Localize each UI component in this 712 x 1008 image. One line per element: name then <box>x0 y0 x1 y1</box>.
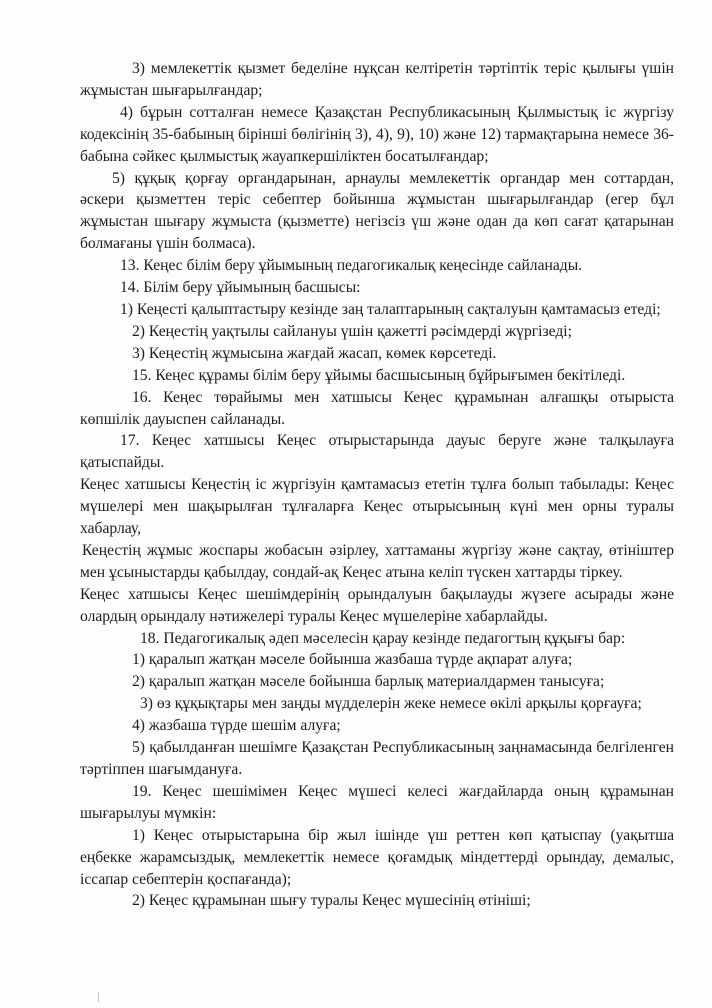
paragraph: 3) өз құқықтары мен заңды мүдделерін жеке немесе өкілі арқылы қорғауға; <box>140 695 642 713</box>
paragraph: 3) мемлекеттік қызмет беделіне нұқсан келтіретін тәртіптік теріс қылығы үшін жұмыстан шығарылғандар; <box>80 60 674 99</box>
paragraph: 1) Кеңес отырыстарына бір жыл ішінде үш реттен көп қатыспау (уақытша еңбекке жарамсыздық, мемлекеттік немесе қоғамдық міндеттерді орындау, демалыс, іссапар себептерін қоспағанда); <box>80 826 674 888</box>
paragraph: 5) құқық қорғау органдарынан, арнаулы мемлекеттік органдар мен соттардан, әскери қызметтен теріс себептер бойынша жұмыстан шығарылғандар (егер бұл жұмыстан шығару жұмыста (қызметте) негізсіз үш және одан да көп сағат қатарынан болмағаны үшін болмаса). <box>80 169 674 253</box>
paragraph: 18. Педагогикалық әдеп мәселесін қарау кезінде педагогтың құқығы бар: <box>140 629 626 647</box>
paragraph: 3) Кеңестің жұмысына жағдай жасап, көмек көрсетеді. <box>132 344 497 362</box>
paragraph: 5) қабылданған шешімге Қазақстан Республикасының заңнамасында белгіленген тәртіппен шағымдануға. <box>80 739 674 778</box>
paragraph: 4) жазбаша түрде шешім алуға; <box>132 717 341 735</box>
paragraph: Кеңес хатшысы Кеңестің іс жүргізуін қамтамасыз ететін тұлға болып табылады: Кеңес мүшелері мен шақырылған тұлғаларға Кеңес отырысының күні мен орны туралы хабарлау, <box>80 476 674 538</box>
paragraph: 1) қаралып жатқан мәселе бойынша жазбаша түрде ақпарат алуға; <box>132 651 573 669</box>
paragraph: 2) Кеңестің уақтылы сайлануы үшін қажетті рәсімдерді жүргізеді; <box>132 322 572 340</box>
paragraph: 16. Кеңес төрайымы мен хатшысы Кеңес құрамынан алғашқы отырыста көпшілік дауыспен сайланады. <box>80 388 674 428</box>
paragraph: Кеңес хатшысы Кеңес шешімдерінің орындалуын бақылауды жүзеге асырады және олардың орындалу нәтижелері туралы Кеңес мүшелеріне хабарлайды. <box>80 585 674 625</box>
scan-mark <box>98 992 99 1002</box>
paragraph: 2) қаралып жатқан мәселе бойынша барлық материалдармен танысуға; <box>132 673 605 691</box>
paragraph: 1) Кеңесті қалыптастыру кезінде заң талаптарының сақталуын қамтамасыз етеді; <box>120 300 661 318</box>
paragraph: Кеңестің жұмыс жоспары жобасын әзірлеу, хаттаманы жүргізу және сақтау, өтініштер мен ұсыныстарды қабылдау, сондай-ақ Кеңес атына келіп түскен хаттарды тіркеу. <box>80 541 674 581</box>
paragraph: 15. Кеңес құрамы білім беру ұйымы басшысының бұйрығымен бекітіледі. <box>132 366 626 384</box>
paragraph: 14. Білім беру ұйымының басшысы: <box>120 279 361 297</box>
paragraph: 4) бұрын сотталған немесе Қазақстан Республикасының Қылмыстық іс жүргізу кодексінің 35-бабының бірінші бөлігінің 3), 4), 9), 10) және 12) тармақтарына немесе 36-бабына сәйкес қылмыстық жауапкершіліктен босатылғандар; <box>80 103 674 165</box>
paragraph: 2) Кеңес құрамынан шығу туралы Кеңес мүшесінің өтініші; <box>132 892 531 910</box>
document-body <box>80 58 674 912</box>
paragraph: 17. Кеңес хатшысы Кеңес отырыстарында дауыс беруге және талқылауға қатыспайды. <box>80 432 674 472</box>
paragraph: 13. Кеңес білім беру ұйымының педагогикалық кеңесінде сайланады. <box>120 257 583 275</box>
paragraph: 19. Кеңес шешімімен Кеңес мүшесі келесі жағдайларда оның құрамынан шығарылуы мүмкін: <box>80 782 674 822</box>
